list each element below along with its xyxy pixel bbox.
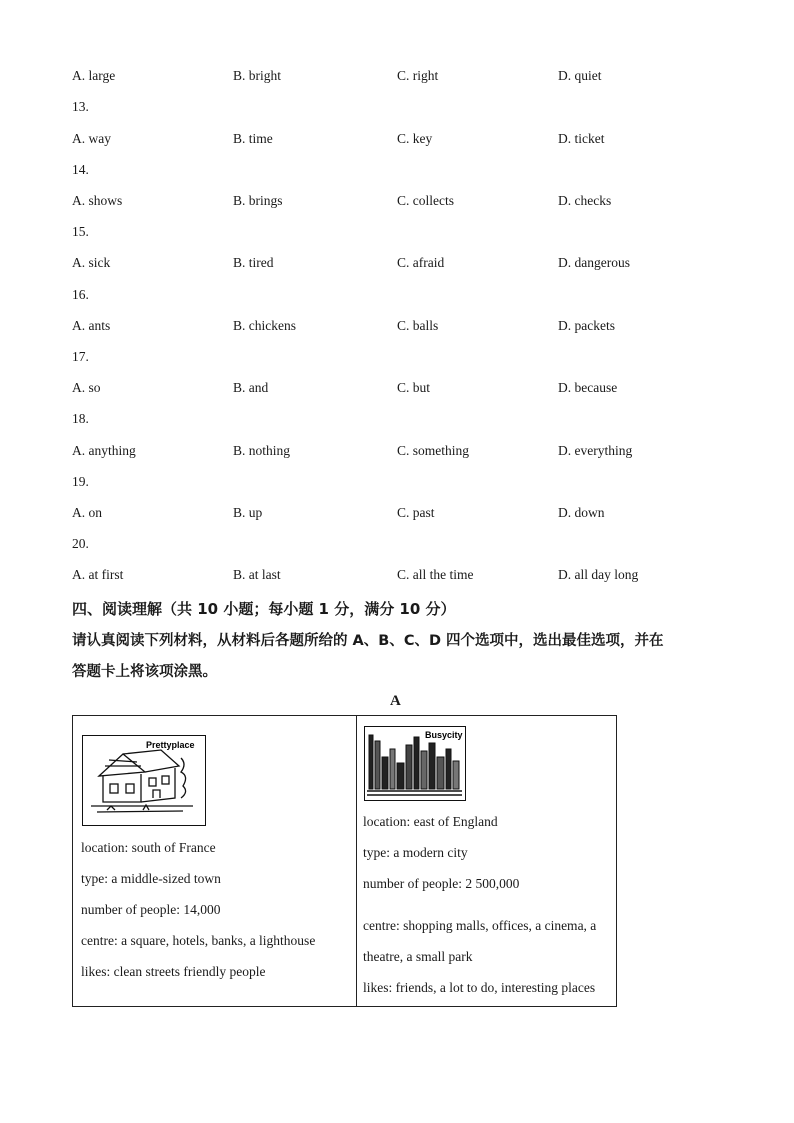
section-heading: 四、阅读理解（共 10 小题；每小题 1 分，满分 10 分） bbox=[72, 600, 456, 618]
question-number: 20. bbox=[72, 536, 89, 551]
question-number: 18. bbox=[72, 411, 89, 426]
option-d: D. down bbox=[558, 505, 605, 520]
question-number: 16. bbox=[72, 287, 89, 302]
places-table bbox=[72, 715, 617, 1007]
picture-title: Busycity bbox=[425, 730, 463, 740]
option-b: B. brings bbox=[233, 193, 283, 208]
likes-text: likes: clean streets friendly people bbox=[81, 964, 266, 979]
option-d: D. quiet bbox=[558, 68, 602, 83]
option-a: A. sick bbox=[72, 255, 111, 270]
centre-text: centre: shopping malls, offices, a cinema, a bbox=[363, 918, 597, 933]
option-d: D. all day long bbox=[558, 567, 639, 582]
centre-text-continued: theatre, a small park bbox=[363, 949, 473, 964]
location-text: location: east of England bbox=[363, 814, 498, 829]
instruction-line: 答题卡上将该项涂黑。 bbox=[72, 664, 217, 680]
option-d: D. everything bbox=[558, 443, 633, 458]
question-number: 15. bbox=[72, 224, 89, 239]
type-text: type: a middle-sized town bbox=[81, 871, 221, 886]
option-a: A. large bbox=[72, 68, 116, 83]
option-c: C. something bbox=[397, 443, 470, 458]
option-d: D. packets bbox=[558, 318, 615, 333]
population-text: number of people: 14,000 bbox=[81, 902, 221, 917]
option-c: C. right bbox=[397, 68, 439, 83]
option-c: C. but bbox=[397, 380, 431, 395]
option-c: C. all the time bbox=[397, 567, 474, 582]
option-b: B. chickens bbox=[233, 318, 296, 333]
question-number: 13. bbox=[72, 99, 89, 114]
option-a: A. anything bbox=[72, 443, 136, 458]
option-a: A. so bbox=[72, 380, 101, 395]
option-c: C. afraid bbox=[397, 255, 445, 270]
option-a: A. way bbox=[72, 131, 111, 146]
question-number: 14. bbox=[72, 162, 89, 177]
question-number: 17. bbox=[72, 349, 89, 364]
prettyplace-picture bbox=[82, 735, 206, 826]
location-text: location: south of France bbox=[81, 840, 216, 855]
option-d: D. because bbox=[558, 380, 618, 395]
option-b: B. tired bbox=[233, 255, 274, 270]
likes-text: likes: friends, a lot to do, interesting places bbox=[363, 980, 596, 995]
question-number: 19. bbox=[72, 474, 89, 489]
option-a: A. at first bbox=[72, 567, 124, 582]
option-d: D. dangerous bbox=[558, 255, 630, 270]
option-b: B. bright bbox=[233, 68, 282, 83]
option-c: C. collects bbox=[397, 193, 454, 208]
option-c: C. past bbox=[397, 505, 435, 520]
option-b: B. up bbox=[233, 505, 263, 520]
column-divider bbox=[356, 716, 357, 1006]
option-d: D. ticket bbox=[558, 131, 605, 146]
option-b: B. time bbox=[233, 131, 273, 146]
option-b: B. nothing bbox=[233, 443, 291, 458]
option-a: A. ants bbox=[72, 318, 111, 333]
type-text: type: a modern city bbox=[363, 845, 468, 860]
instruction-line: 请认真阅读下列材料，从材料后各题所给的 A、B、C、D 四个选项中，选出最佳选项，并在 bbox=[72, 633, 664, 649]
population-text: number of people: 2 500,000 bbox=[363, 876, 520, 891]
house-sketch-icon bbox=[83, 736, 204, 824]
picture-title: Prettyplace bbox=[146, 740, 195, 750]
option-d: D. checks bbox=[558, 193, 612, 208]
option-b: B. at last bbox=[233, 567, 281, 582]
option-a: A. on bbox=[72, 505, 102, 520]
passage-label: A bbox=[390, 693, 401, 709]
option-a: A. shows bbox=[72, 193, 123, 208]
option-c: C. balls bbox=[397, 318, 439, 333]
centre-text: centre: a square, hotels, banks, a lighthouse bbox=[81, 933, 316, 948]
option-b: B. and bbox=[233, 380, 269, 395]
city-skyline-sketch-icon bbox=[365, 727, 464, 799]
option-c: C. key bbox=[397, 131, 433, 146]
busycity-picture bbox=[364, 726, 466, 801]
